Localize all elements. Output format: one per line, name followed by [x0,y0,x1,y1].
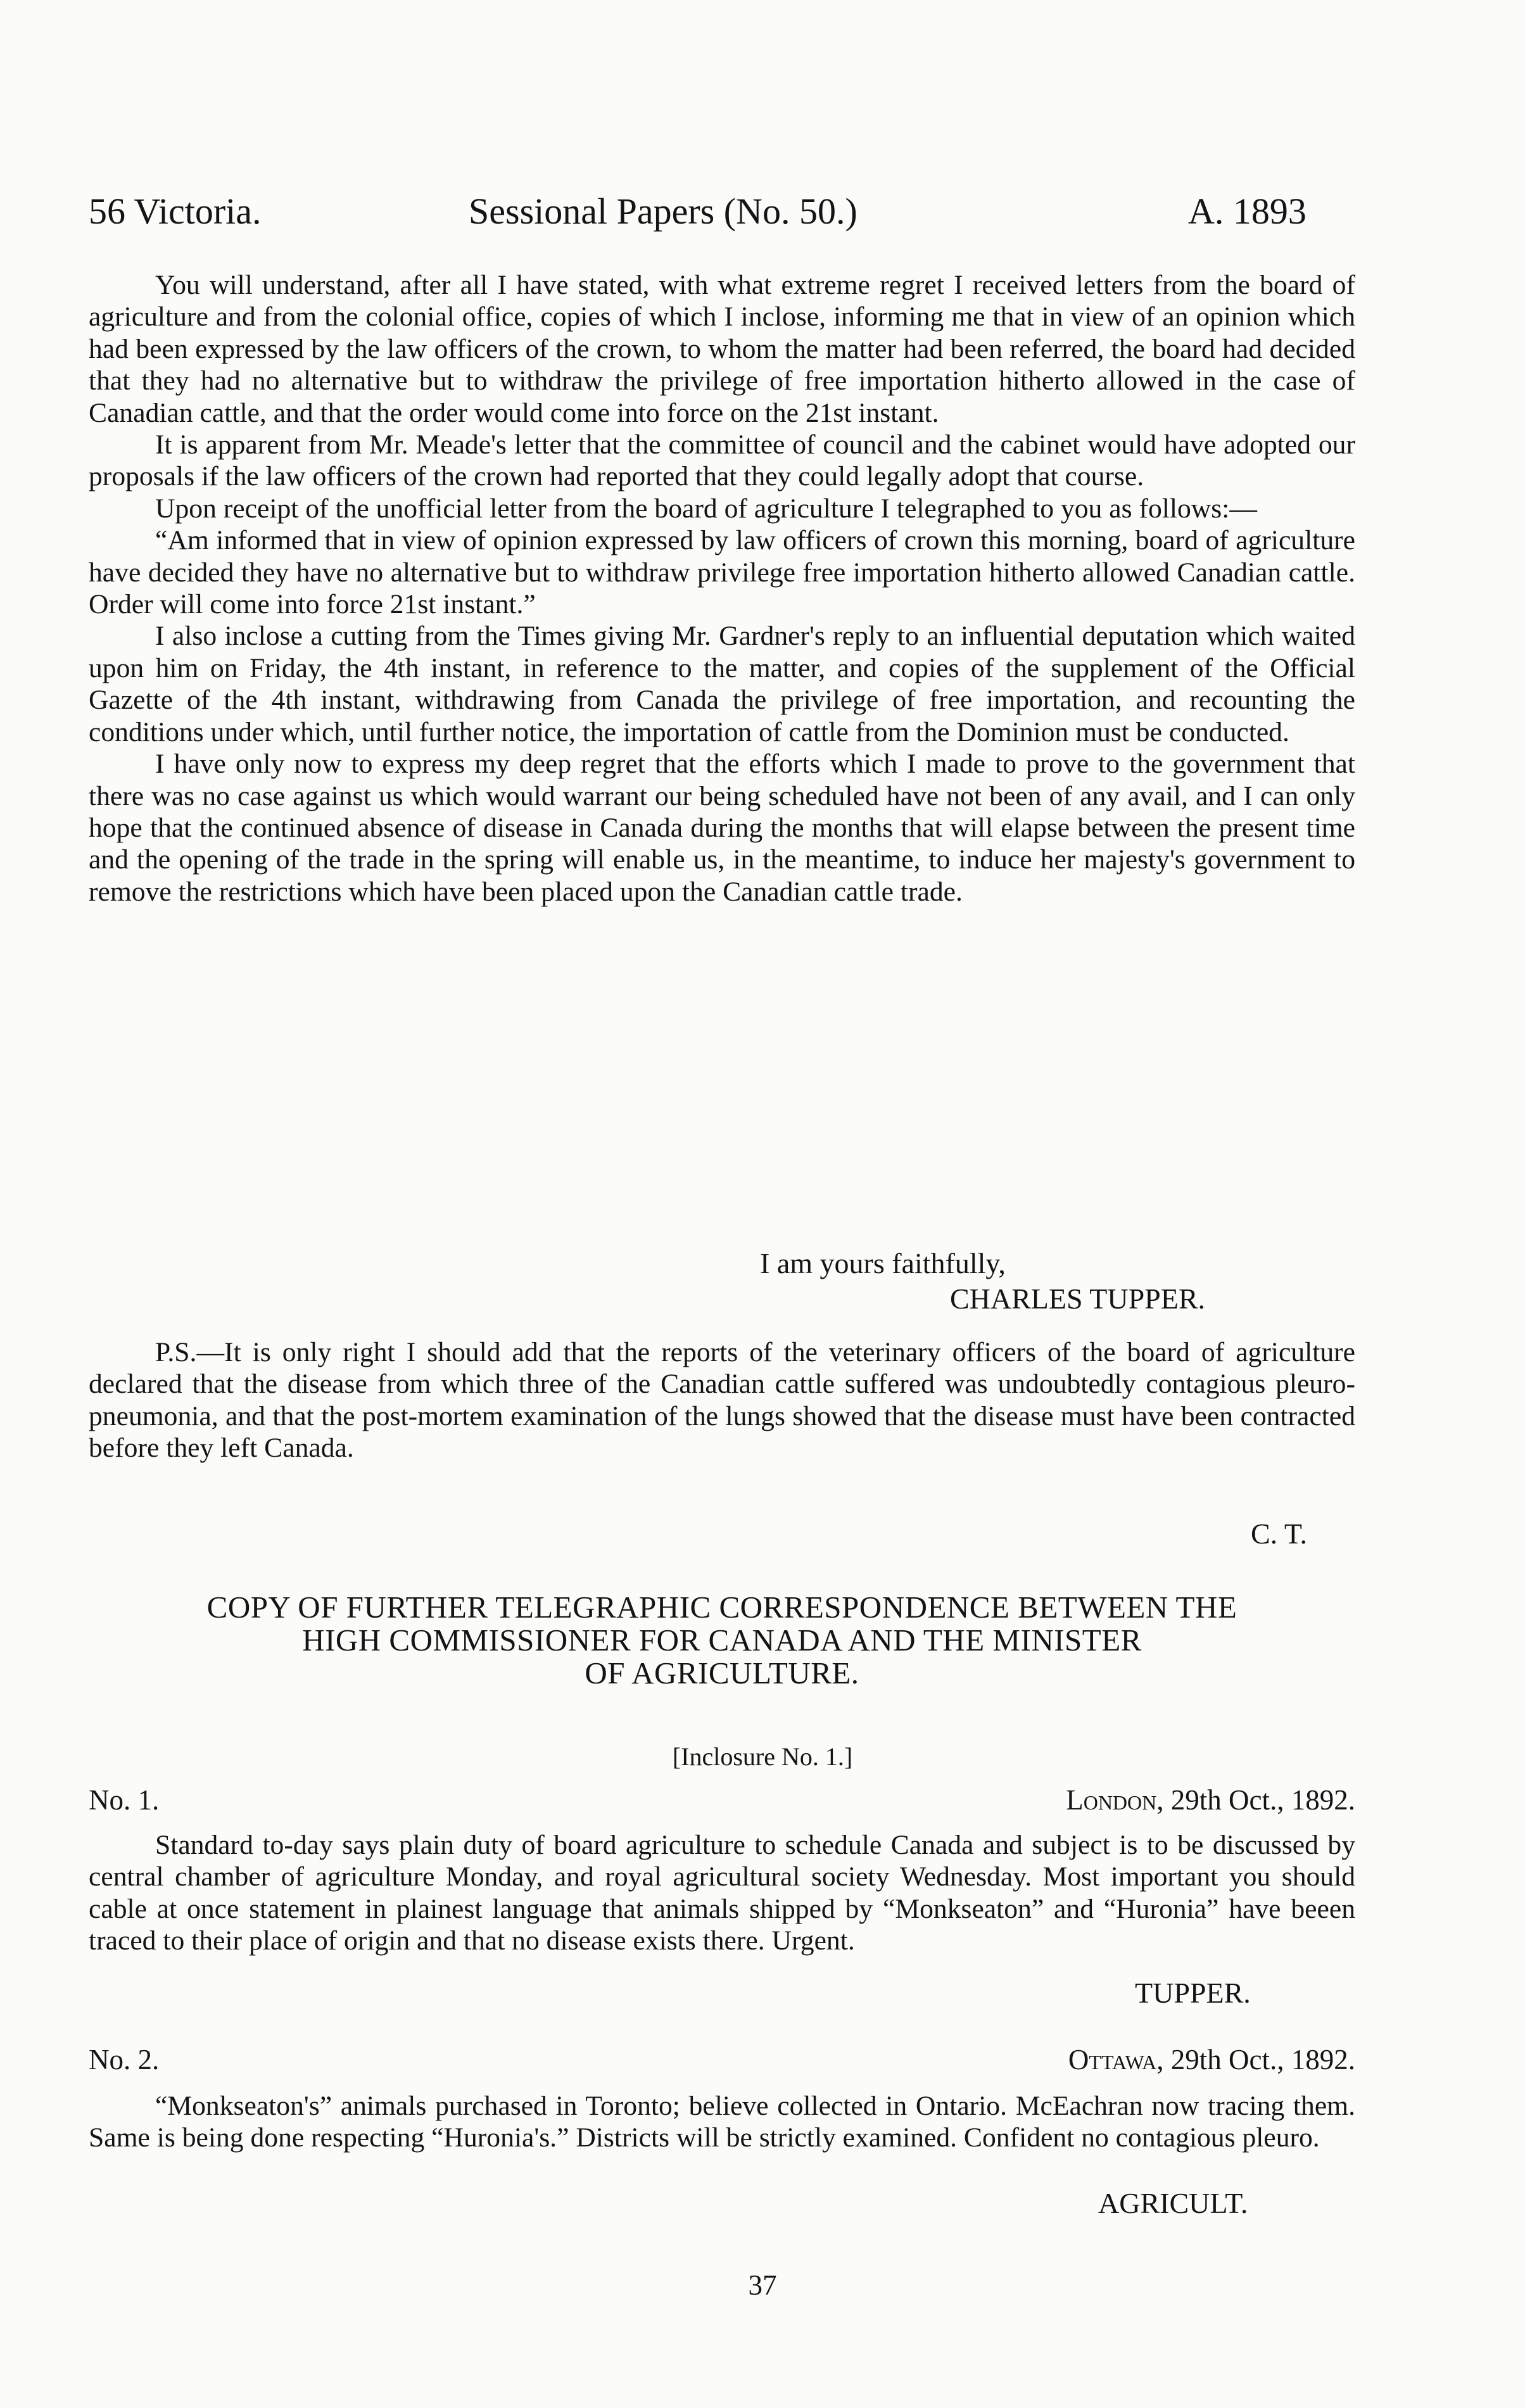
header-year: A. 1893 [1188,191,1307,232]
telegram-place-date [1068,2043,1355,2076]
telegram-2-heading [89,2043,1355,2077]
letter-body [89,269,1355,908]
letter-paragraph: Upon receipt of the unofficial letter from the board of agriculture I telegraphed to you as follows:— [155,493,1257,524]
header-title: Sessional Papers (No. 50.) [469,191,857,232]
letter-paragraph: I have only now to express my deep regret that the efforts which I made to prove to the government that there was no case against us which would warrant our being scheduled have not been of any avail, and I can only hope that the continued absence of disease in Canada during the months that will elapse between the present time and the opening of the trade in the spring will enable us, in the meantime, to induce her majesty's government to remove the restrictions which have been placed upon the Canadian cattle trade. [89,749,1355,907]
telegram-body: Standard to-day says plain duty of board agriculture to schedule Canada and subject is to be discussed by central chamber of agriculture Monday, and royal agricultural society Wednesday. Most important you should cable at once statement in plainest language that animals shipped by “Monkseaton” and “Huronia” have beeen traced to their place of origin and that no disease exists there. Urgent. [89,1830,1355,1956]
section-title-line: COPY OF FURTHER TELEGRAPHIC CORRESPONDENCE BETWEEN THE [206,1590,1237,1625]
quoted-telegram: “Am informed that in view of opinion expressed by law officers of crown this morning, board of agriculture have decided they have no alternative but to withdraw privilege free importation hitherto allowed Canadian cattle. Order will come into force 21st instant.” [89,525,1355,620]
letter-closing: I am yours faithfully, [760,1247,1006,1279]
letter-paragraph: I also inclose a cutting from the Times giving Mr. Gardner's reply to an influential deputation which waited upon him on Friday, the 4th instant, in reference to the matter, and copies of the supplement of the Official Gazette of the 4th instant, withdrawing from Canada the privilege of free importation, and recounting the conditions under which, until further notice, the importation of cattle from the Dominion must be conducted. [89,621,1355,747]
telegram-body: “Monkseaton's” animals purchased in Toronto; believe collected in Ontario. McEachran now tracing them. Same is being done respecting “Huronia's.” Districts will be strictly examined. Confident no contagious pleuro. [89,2091,1355,2153]
section-title [89,1591,1355,1690]
header-session: 56 Victoria. [89,191,262,232]
section-title-line: HIGH COMMISSIONER FOR CANADA AND THE MINISTER [302,1623,1142,1657]
section-title-line: OF AGRICULTURE. [585,1656,859,1690]
telegram-place: Ottawa, [1068,2044,1164,2075]
telegram-number: No. 1. [89,1784,160,1816]
inclosure-label: [Inclosure No. 1.] [672,1742,853,1771]
telegram-place-date [1066,1784,1355,1816]
letter-paragraph: You will understand, after all I have stated, with what extreme regret I received letters from the board of agriculture and from the colonial office, copies of which I inclose, informing me that in view of an opinion which had been expressed by the law officers of the crown, to whom the matter had been referred, the board had decided that they had no alternative but to withdraw the privilege of free importation hitherto allowed in the case of Canadian cattle, and that the order would come into force on the 21st instant. [89,270,1355,428]
letter-signature: CHARLES TUPPER. [950,1283,1206,1315]
telegram-1-heading [89,1784,1355,1818]
postscript-initials: C. T. [1251,1518,1308,1550]
page-number: 37 [748,2269,777,2301]
telegram-number: No. 2. [89,2044,160,2075]
telegram-signature: AGRICULT. [1098,2187,1248,2219]
telegram-2-body-block [89,2090,1355,2154]
telegram-date: 29th Oct., 1892. [1170,2044,1355,2075]
telegram-signature: TUPPER. [1135,1977,1251,2009]
telegram-1-body-block [89,1829,1355,1957]
postscript-block [89,1336,1355,1464]
telegram-date: 29th Oct., 1892. [1170,1784,1355,1816]
letter-paragraph: It is apparent from Mr. Meade's letter that the committee of council and the cabinet would have adopted our proposals if the law officers of the crown had reported that they could legally adopt that course. [89,429,1355,492]
postscript: P.S.—It is only right I should add that the reports of the veterinary officers of the board of agriculture declared that the disease from which three of the Canadian cattle suffered was undoubtedly contagious pleuro-pneumonia, and that the post-mortem examination of the lungs showed that the disease must have been contracted before they left Canada. [89,1337,1355,1464]
telegram-place: London, [1066,1784,1164,1816]
